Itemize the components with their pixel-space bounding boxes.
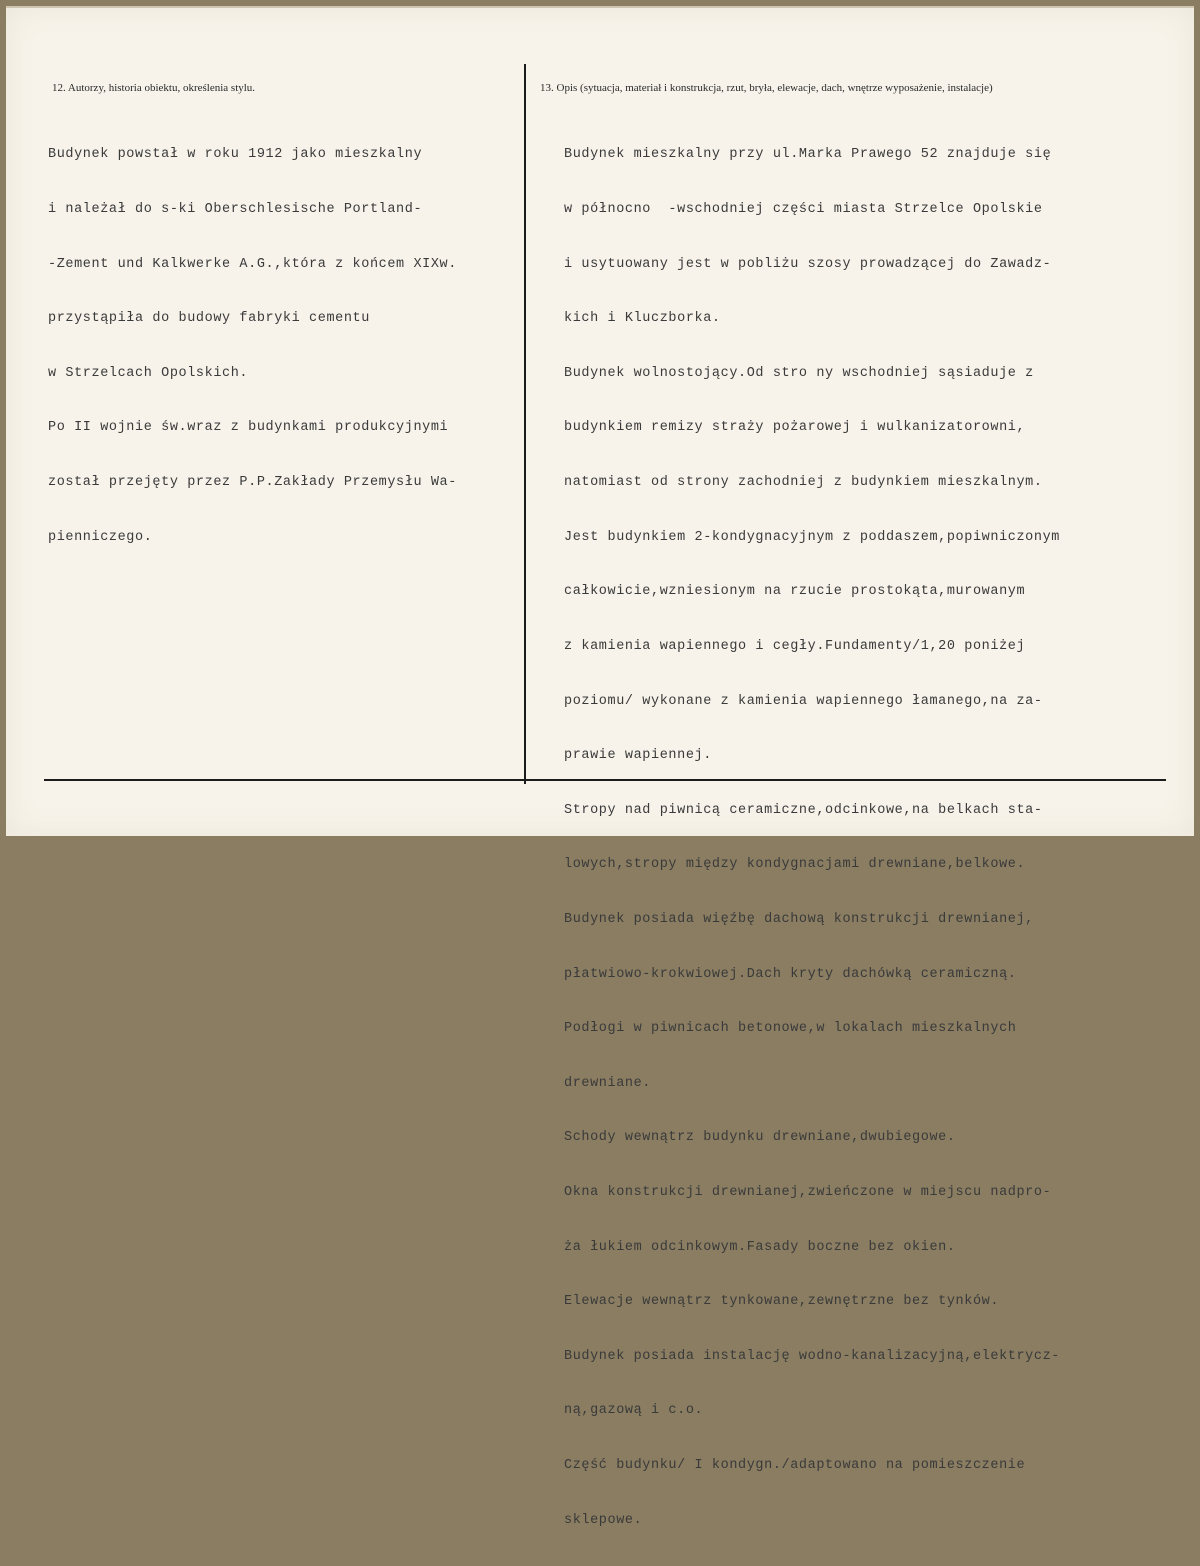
description-line: i usytuowany jest w pobliżu szosy prowadzącej do Zawadz- bbox=[564, 256, 1052, 272]
description-line: Schody wewnątrz budynku drewniane,dwubiegowe. bbox=[564, 1130, 956, 1146]
history-line: pienniczego. bbox=[48, 529, 153, 545]
description-line: drewniane. bbox=[564, 1075, 652, 1091]
description-line: w północno -wschodniej części miasta Strzelce Opolskie bbox=[564, 202, 1043, 218]
column-divider bbox=[524, 64, 526, 784]
history-line: przystąpiła do budowy fabryki cementu bbox=[48, 311, 370, 327]
section-12-heading: 12. Autorzy, historia obiektu, określenia stylu. bbox=[52, 82, 256, 94]
description-line: prawie wapiennej. bbox=[564, 748, 712, 764]
description-line: natomiast od strony zachodniej z budynkiem mieszkalnym. bbox=[564, 475, 1043, 491]
description-line: całkowicie,wzniesionym na rzucie prostokąta,murowanym bbox=[564, 584, 1026, 600]
description-line: Część budynku/ I kondygn./adaptowano na pomieszczenie bbox=[564, 1458, 1026, 1474]
description-line: Budynek mieszkalny przy ul.Marka Prawego 52 znajduje się bbox=[564, 147, 1052, 163]
description-line: Budynek posiada więźbę dachową konstrukcji drewnianej, bbox=[564, 911, 1034, 927]
description-line: z kamienia wapiennego i cegły.Fundamenty/1,20 poniżej bbox=[564, 638, 1026, 654]
section-13-heading: 13. Opis (sytuacja, materiał i konstrukcja, rzut, bryła, elewacje, dach, wnętrze wyposażenie, instalacje) bbox=[540, 82, 993, 94]
description-line: Jest budynkiem 2-kondygnacyjnym z poddaszem,popiwniczonym bbox=[564, 529, 1060, 545]
description-line: Okna konstrukcji drewnianej,zwieńczone w miejscu nadpro- bbox=[564, 1184, 1052, 1200]
document-page bbox=[6, 6, 1194, 1528]
description-line: lowych,stropy między kondygnacjami drewniane,belkowe. bbox=[564, 857, 1026, 873]
history-line: Budynek powstał w roku 1912 jako mieszkalny bbox=[48, 147, 423, 163]
history-line: i należał do s-ki Oberschlesische Portland- bbox=[48, 202, 423, 218]
description-text-block bbox=[564, 110, 1060, 1566]
description-line: ną,gazową i c.o. bbox=[564, 1403, 704, 1419]
description-line: Budynek wolnostojący.Od stro ny wschodniej sąsiaduje z bbox=[564, 365, 1034, 381]
history-line: -Zement und Kalkwerke A.G.,która z końcem XIXw. bbox=[48, 256, 457, 272]
bottom-rule bbox=[44, 779, 1166, 781]
description-line: Elewacje wewnątrz tynkowane,zewnętrzne bez tynków. bbox=[564, 1294, 1000, 1310]
description-line: ża łukiem odcinkowym.Fasady boczne bez okien. bbox=[564, 1239, 956, 1255]
history-text-block bbox=[48, 110, 457, 583]
description-line: sklepowe. bbox=[564, 1512, 643, 1528]
history-line: w Strzelcach Opolskich. bbox=[48, 365, 249, 381]
description-line: Podłogi w piwnicach betonowe,w lokalach mieszkalnych bbox=[564, 1021, 1017, 1037]
history-line: został przejęty przez P.P.Zakłady Przemysłu Wa- bbox=[48, 475, 457, 491]
description-line: Budynek posiada instalację wodno-kanalizacyjną,elektrycz- bbox=[564, 1348, 1060, 1364]
top-rule bbox=[6, 6, 1194, 8]
description-line: płatwiowo-krokwiowej.Dach kryty dachówką ceramiczną. bbox=[564, 966, 1017, 982]
description-line: poziomu/ wykonane z kamienia wapiennego łamanego,na za- bbox=[564, 693, 1043, 709]
history-line: Po II wojnie św.wraz z budynkami produkcyjnymi bbox=[48, 420, 449, 436]
description-line: budynkiem remizy straży pożarowej i wulkanizatorowni, bbox=[564, 420, 1026, 436]
description-line: Stropy nad piwnicą ceramiczne,odcinkowe,na belkach sta- bbox=[564, 802, 1043, 818]
description-line: kich i Kluczborka. bbox=[564, 311, 721, 327]
